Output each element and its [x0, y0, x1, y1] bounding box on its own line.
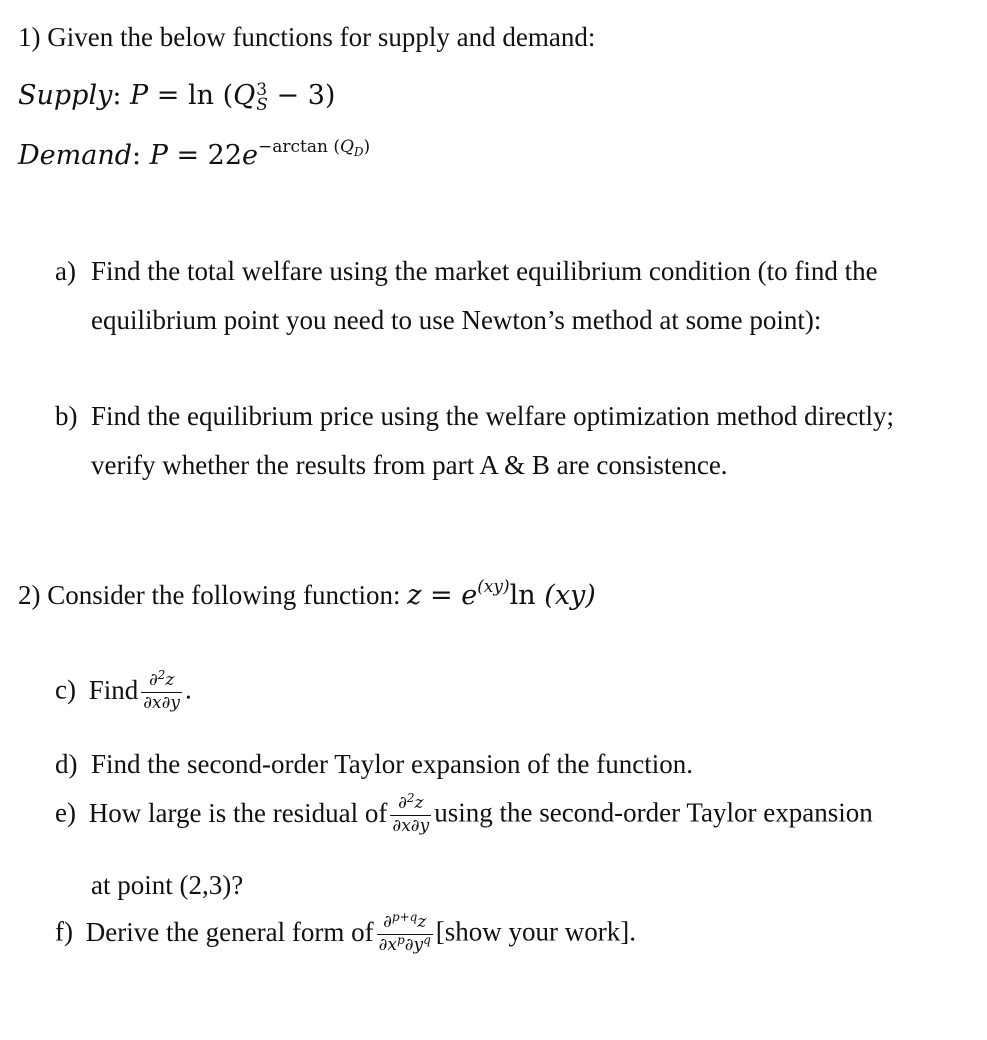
supply-var: Q [233, 80, 256, 111]
part-d-marker: d) [55, 749, 78, 779]
part-f-marker: f) [55, 916, 73, 947]
part-c-tail: . [185, 674, 192, 705]
q2-func-exp: (xy) [477, 577, 510, 597]
part-f-text-before: Derive the general form of [85, 916, 374, 947]
demand-label: Demand [18, 140, 132, 171]
supply-tail: − 3) [267, 80, 336, 111]
q2-heading [18, 577, 596, 611]
part-e-fraction: $\frac{\partial^2z}{\partial x\partial y}$ [392, 791, 430, 836]
q2-heading-prefix: 2) Consider the following function: [18, 580, 408, 610]
q2-func-lhs: z = e [407, 580, 478, 611]
part-b-line2: verify whether the results from part A & B are consistence. [91, 450, 728, 480]
part-c-fraction: $\frac{\partial^2z}{\partial x\partial y}$ [143, 668, 181, 713]
part-f [55, 910, 637, 955]
part-a-line2: equilibrium point you need to use Newton’s method at some point): [91, 305, 822, 335]
demand-exp-sub: D [353, 145, 364, 159]
demand-exp-close: ) [363, 137, 371, 157]
part-e-text-before: How large is the residual of [88, 797, 388, 828]
demand-base: e [242, 140, 258, 171]
q2-func-arg: (xy) [535, 580, 596, 611]
supply-sup: 3 [256, 79, 268, 100]
part-c-text: Find [88, 674, 139, 705]
supply-label: Supply [18, 80, 113, 111]
part-b-line1: Find the equilibrium price using the welfare optimization method directly; [91, 401, 895, 431]
part-f-fraction: $\frac{\partial^{p+q}z}{\partial x^p\partial y^q}$ [378, 910, 431, 955]
part-c-marker: c) [55, 674, 76, 705]
q2-func-ln: ln [509, 580, 536, 611]
part-f-text-after: [show your work]. [435, 916, 637, 947]
part-e-line2: at point (2,3)? [91, 870, 244, 900]
demand-equation: Demand: $P = 22e^{-arctan (QD)}$ [18, 137, 371, 171]
supply-equation: Supply: P = ln (Q 3 S − 3) [18, 79, 336, 115]
part-e-text-after: using the second-order Taylor expansion [434, 797, 873, 828]
part-b-marker: b) [55, 401, 78, 431]
supply-sub: S [256, 94, 268, 115]
supply-rhs-prefix: = ln ( [156, 80, 234, 111]
q1-heading: 1) Given the below functions for supply and demand: [18, 22, 596, 52]
part-e-marker: e) [55, 797, 76, 828]
part-a-line1: Find the total welfare using the market equilibrium condition (to find the [91, 256, 878, 286]
part-d-text: Find the second-order Taylor expansion of the function. [91, 749, 693, 779]
demand-exp-var: Q [339, 137, 354, 157]
part-e [55, 791, 873, 836]
part-c [55, 668, 192, 713]
part-a-marker: a) [55, 256, 76, 286]
demand-rhs: = 22 [176, 140, 242, 171]
demand-exp: −arctan ( [257, 137, 340, 157]
